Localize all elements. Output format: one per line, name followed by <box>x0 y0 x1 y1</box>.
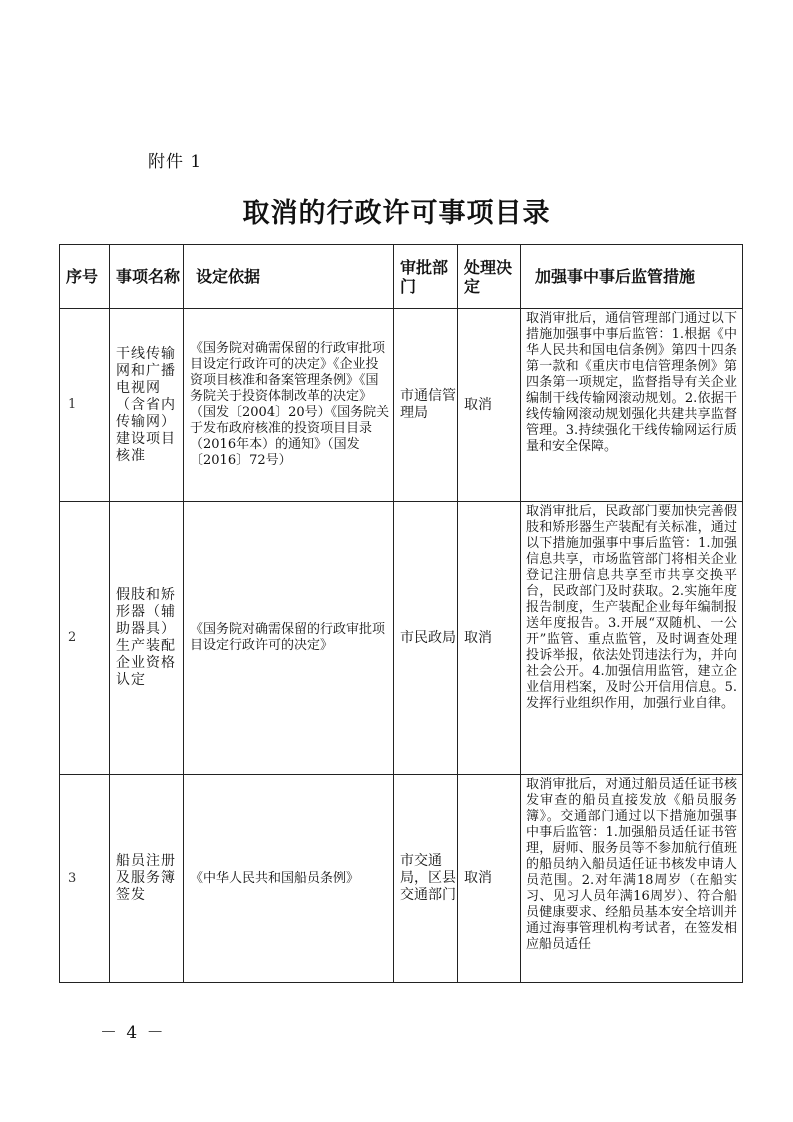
row-basis: 《中华人民共和国船员条例》 <box>184 775 394 983</box>
row-item-name: 船员注册及服务簿签发 <box>116 853 176 903</box>
row-basis: 《国务院对确需保留的行政审批项目设定行政许可的决定》《企业投资项目核准和备案管理条例》《国务院关于投资体制改革的决定》（国发〔2004〕20号）《国务院关于发布政府核准的投资项目目录（2016年本）的通知》（国发〔2016〕72号） <box>184 309 394 502</box>
table-row <box>60 502 743 775</box>
table-row <box>60 775 743 983</box>
row-dept: 市通信管理局 <box>394 309 458 502</box>
header-measures: 加强事中事后监管措施 <box>521 245 743 309</box>
row-item-name: 干线传输网和广播电视网（含省内传输网）建设项目核准 <box>116 345 176 464</box>
row-decision: 取消 <box>458 502 521 775</box>
approval-items-table <box>59 244 743 983</box>
row-decision: 取消 <box>458 775 521 983</box>
header-item: 事项名称 <box>110 245 184 309</box>
page-number: － 4 － <box>100 1023 166 1043</box>
header-decision: 处理决定 <box>458 245 521 309</box>
table-row <box>60 309 743 502</box>
header-no: 序号 <box>60 245 110 309</box>
row-dept: 市交通局，区县交通部门 <box>394 775 458 983</box>
row-item-name: 假肢和矫形器（辅助器具）生产装配企业资格认定 <box>116 587 176 688</box>
attachment-label: 附件 1 <box>148 152 203 172</box>
row-decision: 取消 <box>458 309 521 502</box>
row-number: 1 <box>60 309 110 502</box>
header-dept: 审批部门 <box>394 245 458 309</box>
row-dept: 市民政局 <box>394 502 458 775</box>
row-basis: 《国务院对确需保留的行政审批项目设定行政许可的决定》 <box>184 502 394 775</box>
document-title: 取消的行政许可事项目录 <box>242 198 551 229</box>
row-measures: 取消审批后，对通过船员适任证书核发审查的船员直接发放《船员服务簿》。交通部门通过以下措施加强事中事后监管：1.加强船员适任证书管理，厨师、服务员等不参加航行值班的船员纳入船员适任证书核发申请人员范围。2.对年满18周岁（在船实习、见习人员年满16周岁）、符合船员健康要求、经船员基本安全培训并通过海事管理机构考试者，在签发相应船员适任 <box>526 777 737 952</box>
row-measures: 取消审批后，民政部门要加快完善假肢和矫形器生产装配有关标准，通过以下措施加强事中事后监管：1.加强信息共享，市场监管部门将相关企业登记注册信息共享至市共享交换平台，民政部门及时获取。2.实施年度报告制度，生产装配企业每年编制报送年度报告。3.开展“双随机、一公开”监管、重点监管，及时调查处理投诉举报，依法处罚违法行为，并向社会公开。4.加强信用监管，建立企业信用档案，及时公开信用信息。5.发挥行业组织作用，加强行业自律。 <box>526 504 737 711</box>
row-measures: 取消审批后，通信管理部门通过以下措施加强事中事后监管：1.根据《中华人民共和国电信条例》第四十四条第一款和《重庆市电信管理条例》第四条第一项规定，监督指导有关企业编制干线传输网滚动规划。2.依据干线传输网滚动规划强化共建共享监督管理。3.持续强化干线传输网运行质量和安全保障。 <box>526 311 737 454</box>
row-number: 2 <box>60 502 110 775</box>
header-basis: 设定依据 <box>184 245 394 309</box>
table-header-row <box>60 245 743 309</box>
row-number: 3 <box>60 775 110 983</box>
